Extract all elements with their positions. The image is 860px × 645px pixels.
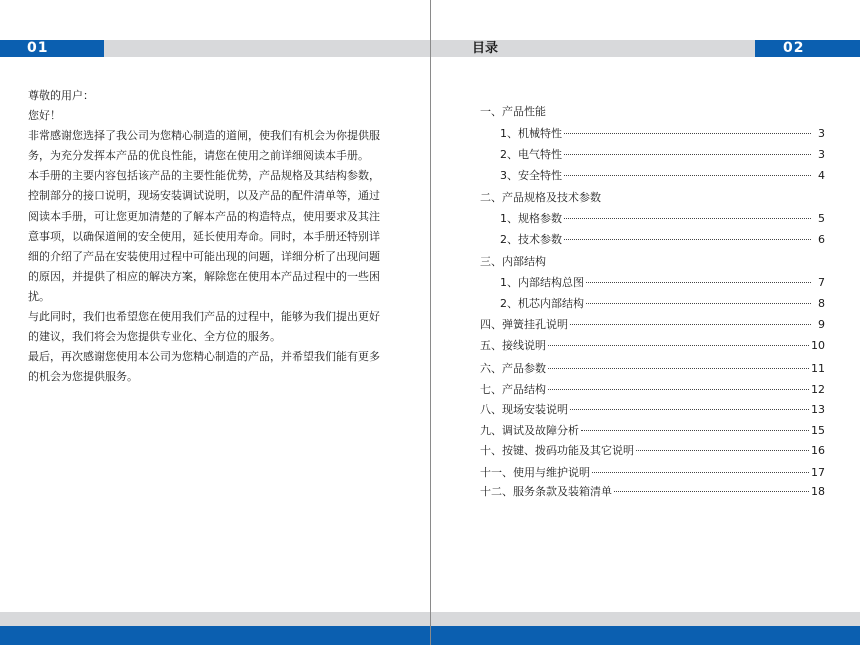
toc-leader-dots — [570, 324, 811, 325]
toc-entry[interactable] — [480, 317, 825, 333]
toc-entry-label: 十一、使用与维护说明 — [480, 466, 590, 479]
page-spine-divider — [430, 0, 431, 645]
body-line: 最后，再次感谢您使用本公司为您精心制造的产品，并希望我们能有更多 — [28, 350, 380, 364]
body-line: 的建议，我们将会为您提供专业化、全方位的服务。 — [28, 330, 281, 344]
body-line: 的原因，并提供了相应的解决方案，解除您在使用本产品过程中的一些困 — [28, 269, 380, 283]
body-line: 细的介绍了产品在安装使用过程中可能出现的问题，详细分析了出现问题 — [28, 249, 380, 263]
toc-entry-label: 1、内部结构总图 — [500, 276, 584, 289]
left-header-blue-bar — [0, 40, 104, 57]
toc-entry-label: 三、内部结构 — [480, 255, 546, 268]
body-line: 扰。 — [28, 289, 50, 303]
right-footer-grey-bar — [431, 612, 860, 626]
toc-entry-label: 十、按键、拨码功能及其它说明 — [480, 444, 634, 457]
toc-entry[interactable] — [480, 104, 825, 120]
toc-entry[interactable] — [500, 296, 825, 312]
toc-entry-label: 1、规格参数 — [500, 212, 562, 225]
toc-leader-dots — [564, 218, 811, 219]
body-line: 的机会为您提供服务。 — [28, 370, 138, 384]
toc-entry-page: 6 — [818, 233, 825, 246]
toc-entry-page: 3 — [818, 127, 825, 140]
letter-body — [28, 86, 403, 387]
toc-entry[interactable] — [480, 402, 825, 418]
toc-entry-page: 5 — [818, 212, 825, 225]
toc-entry-page: 10 — [811, 339, 825, 352]
toc-leader-dots — [564, 154, 811, 155]
toc-entry-page: 18 — [811, 485, 825, 498]
toc-entry-page: 9 — [818, 318, 825, 331]
toc-entry-page: 4 — [818, 169, 825, 182]
toc-entry-label: 一、产品性能 — [480, 105, 546, 118]
toc-entry-label: 2、电气特性 — [500, 148, 562, 161]
toc-entry[interactable] — [500, 232, 825, 248]
toc-title: 目录 — [472, 41, 499, 56]
toc-entry[interactable] — [480, 382, 825, 398]
toc-entry-label: 2、技术参数 — [500, 233, 562, 246]
right-footer-blue-bar — [431, 626, 860, 645]
toc-entry-page: 11 — [811, 362, 825, 375]
toc-leader-dots — [564, 175, 811, 176]
toc-entry-label: 十二、服务条款及装箱清单 — [480, 485, 612, 498]
toc-entry[interactable] — [500, 147, 825, 163]
toc-leader-dots — [564, 133, 811, 134]
left-footer-grey-bar — [0, 612, 430, 626]
toc-entry-page: 7 — [818, 276, 825, 289]
body-line: 本手册的主要内容包括该产品的主要性能优势，产品规格及其结构参数， — [28, 169, 380, 183]
toc-entry[interactable] — [500, 211, 825, 227]
toc-leader-dots — [564, 239, 811, 240]
left-header-grey-bar — [104, 40, 430, 57]
toc-entry-label: 九、调试及故障分析 — [480, 424, 579, 437]
toc-entry[interactable] — [480, 465, 825, 481]
toc-leader-dots — [548, 389, 809, 390]
toc-entry[interactable] — [500, 168, 825, 184]
toc-entry-page: 16 — [811, 444, 825, 457]
toc-entry-page: 12 — [811, 383, 825, 396]
right-header-blue-bar — [755, 40, 860, 57]
body-line: 尊敬的用户： — [28, 89, 94, 102]
body-line: 您好！ — [28, 109, 61, 123]
right-page-number: 02 — [783, 40, 805, 56]
toc-leader-dots — [586, 282, 811, 283]
toc-entry-page: 15 — [811, 424, 825, 437]
toc-entry-label: 四、弹簧挂孔说明 — [480, 318, 568, 331]
toc-leader-dots — [548, 345, 809, 346]
toc-leader-dots — [586, 303, 811, 304]
toc-entry-page: 8 — [818, 297, 825, 310]
toc-entry[interactable] — [480, 338, 825, 354]
body-line: 控制部分的接口说明，现场安装调试说明，以及产品的配件清单等，通过 — [28, 189, 380, 203]
toc-leader-dots — [592, 472, 809, 473]
toc-entry-label: 1、机械特性 — [500, 127, 562, 140]
toc-entry-label: 八、现场安装说明 — [480, 403, 568, 416]
toc-entry[interactable] — [480, 484, 825, 500]
body-line: 意事项，以确保道闸的安全使用，延长使用寿命。同时，本手册还特别详 — [28, 229, 380, 243]
body-line: 非常感谢您选择了我公司为您精心制造的道闸，使我们有机会为你提供服 — [28, 129, 380, 143]
toc-entry-label: 二、产品规格及技术参数 — [480, 191, 601, 204]
left-page-number: 01 — [27, 40, 49, 56]
toc-entry-label: 六、产品参数 — [480, 362, 546, 375]
body-line: 与此同时，我们也希望您在使用我们产品的过程中，能够为我们提出更好 — [28, 310, 380, 324]
toc-leader-dots — [581, 430, 809, 431]
toc-entry-label: 3、安全特性 — [500, 169, 562, 182]
left-footer-blue-bar — [0, 626, 430, 645]
toc-entry-page: 17 — [811, 466, 825, 479]
toc-leader-dots — [636, 450, 809, 451]
toc-entry-label: 2、机芯内部结构 — [500, 297, 584, 310]
toc-entry-label: 七、产品结构 — [480, 383, 546, 396]
toc-entry[interactable] — [480, 190, 825, 206]
toc-entry-page: 3 — [818, 148, 825, 161]
toc-entry[interactable] — [480, 254, 825, 270]
toc-leader-dots — [614, 491, 809, 492]
toc-entry-page: 13 — [811, 403, 825, 416]
toc-entry[interactable] — [500, 275, 825, 291]
toc-entry[interactable] — [480, 361, 825, 377]
toc-entry-label: 五、接线说明 — [480, 339, 546, 352]
body-line: 阅读本手册，可让您更加清楚的了解本产品的构造特点，使用要求及其注 — [28, 209, 380, 223]
toc-leader-dots — [548, 368, 809, 369]
toc-leader-dots — [570, 409, 809, 410]
toc-entry[interactable] — [480, 443, 825, 459]
body-line: 务，为充分发挥本产品的优良性能，请您在使用之前详细阅读本手册。 — [28, 149, 369, 163]
toc-entry[interactable] — [500, 126, 825, 142]
toc-entry[interactable] — [480, 423, 825, 439]
